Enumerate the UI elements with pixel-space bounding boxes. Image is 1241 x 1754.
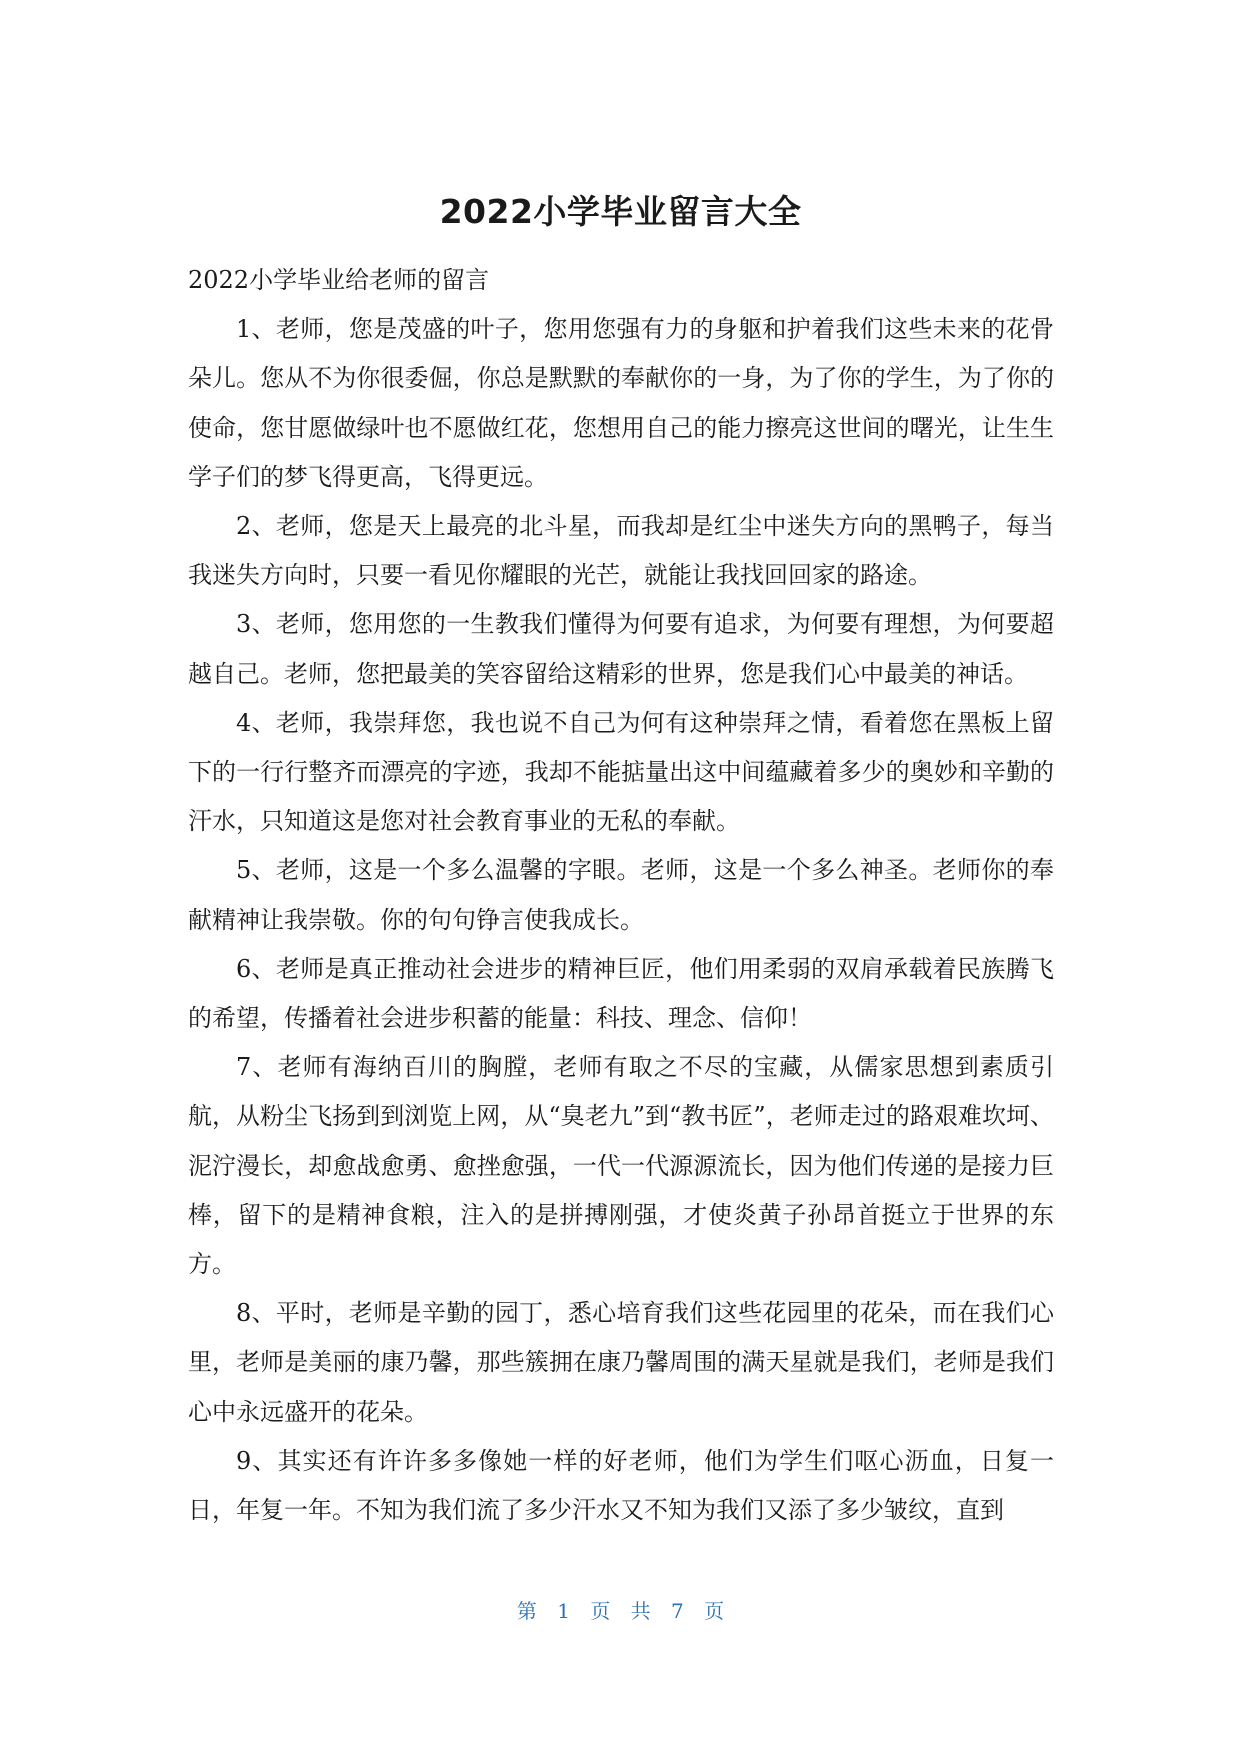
paragraph-9: 9、其实还有许许多多像她一样的好老师，他们为学生们呕心沥血，日复一日，年复一年。不知为我们流了多少汗水又不知为我们又添了多少皱纹，直到 — [188, 1446, 1054, 1525]
paragraph-5: 5、老师，这是一个多么温馨的字眼。老师，这是一个多么神圣。老师你的奉献精神让我崇敬。你的句句铮言使我成长。 — [188, 856, 1054, 934]
document-body — [188, 256, 1054, 1535]
paragraph-1: 1、老师，您是茂盛的叶子，您用您强有力的身躯和护着我们这些未来的花骨朵儿。您从不为你很委倔，你总是默默的奉献你的一身，为了你的学生，为了你的使命，您甘愿做绿叶也不愿做红花，您想用自己的能力擦亮这世间的曙光，让生生学子们的梦飞得更高，飞得更远。 — [188, 315, 1054, 491]
paragraph-4: 4、老师，我崇拜您，我也说不自己为何有这种崇拜之情，看着您在黑板上留下的一行行整齐而漂亮的字迹，我却不能掂量出这中间蕴藏着多少的奥妙和辛勤的汗水，只知道这是您对社会教育事业的无私的奉献。 — [188, 708, 1054, 836]
page-number-footer: 第 1 页 共 7 页 — [516, 1599, 725, 1623]
section-heading: 2022小学毕业给老师的留言 — [188, 266, 490, 294]
paragraph-3: 3、老师，您用您的一生教我们懂得为何要有追求，为何要有理想，为何要超越自己。老师，您把最美的笑容留给这精彩的世界，您是我们心中最美的神话。 — [188, 610, 1054, 688]
paragraph-7: 7、老师有海纳百川的胸膛，老师有取之不尽的宝藏，从儒家思想到素质引航，从粉尘飞扬到到浏览上网，从“臭老九”到“教书匠”，老师走过的路艰难坎坷、泥泞漫长，却愈战愈勇、愈挫愈强，一代一代源源流长，因为他们传递的是接力巨棒，留下的是精神食粮，注入的是拼搏刚强，才使炎黄子孙昂首挺立于世界的东方。 — [188, 1053, 1054, 1279]
paragraph-8: 8、平时，老师是辛勤的园丁，悉心培育我们这些花园里的花朵，而在我们心里，老师是美丽的康乃馨，那些簇拥在康乃馨周围的满天星就是我们，老师是我们心中永远盛开的花朵。 — [188, 1299, 1054, 1426]
paragraph-6: 6、老师是真正推动社会进步的精神巨匠，他们用柔弱的双肩承载着民族腾飞的希望，传播着社会进步积蓄的能量：科技、理念、信仰！ — [188, 954, 1054, 1033]
paragraph-2: 2、老师，您是天上最亮的北斗星，而我却是红尘中迷失方向的黑鸭子，每当我迷失方向时，只要一看见你耀眼的光芒，就能让我找回回家的路途。 — [188, 512, 1054, 590]
document-title: 2022小学毕业留言大全 — [439, 192, 802, 231]
